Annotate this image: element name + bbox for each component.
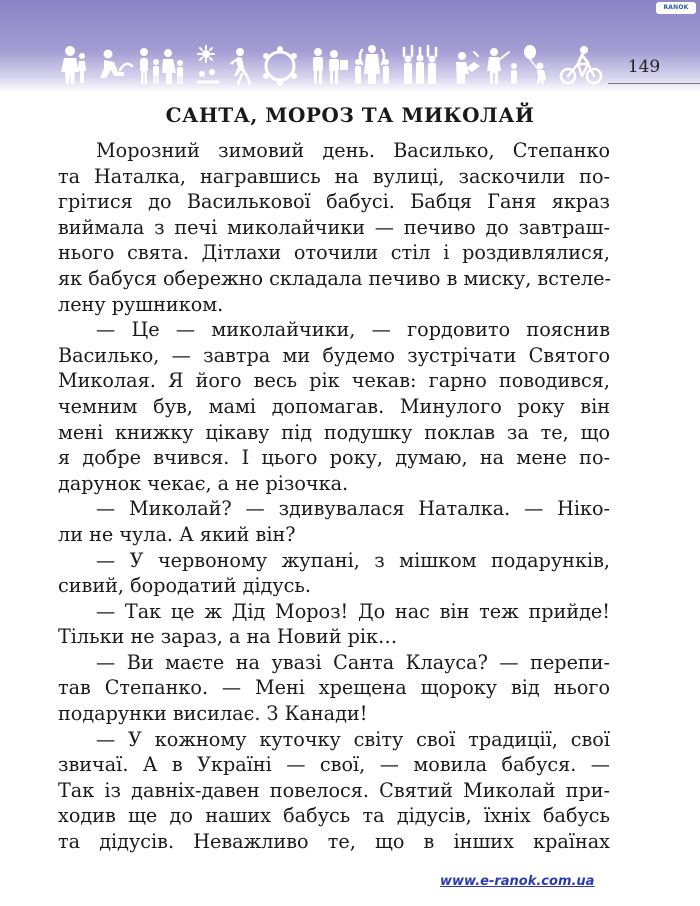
text-line: тав Степанко. — Мені хрещена щороку від нього xyxy=(58,676,610,700)
text-line: та Наталка, награвшись на вулиці, заскочили по- xyxy=(58,164,610,188)
flower-icon xyxy=(198,46,218,82)
text-line: Миколая. Я його весь рік чекав: гарно поводився, xyxy=(58,369,610,393)
text-line: — У кожному куточку світу свої традиції, свої xyxy=(96,727,610,751)
crowd-icon xyxy=(355,45,389,84)
text-line: мені книжку цікаву під подушку поклав за те, що xyxy=(58,420,610,444)
publisher-logo: RANOK xyxy=(656,2,696,14)
circle-dance-icon xyxy=(263,46,297,86)
text-line: ходив ще до наших бабусь та дідусів, їхніх бабусь xyxy=(58,804,610,828)
cyclist-icon xyxy=(561,46,601,83)
text-line: лену рушником. xyxy=(58,292,224,316)
text-line: та дідусів. Неважливо те, що в інших країнах xyxy=(58,830,610,854)
publisher-website-link[interactable]: www.e-ranok.com.ua xyxy=(440,874,595,889)
text-line: Так із давніх-давен повелося. Святий Миколай при- xyxy=(58,778,610,802)
text-line: — Ви маєте на увазі Санта Клауса? — перепи- xyxy=(96,650,610,674)
text-line: дарунок чекає, а не різочка. xyxy=(58,471,349,495)
text-line: — Так це ж Дід Мороз! До нас він теж прийде! xyxy=(96,599,610,623)
text-line: звичаї. А в Україні — свої, — мовила бабуся. — xyxy=(58,753,610,777)
text-line: сивий, бородатий дідусь. xyxy=(58,574,311,598)
family-icon xyxy=(140,48,183,84)
text-line: — Це — миколайчики, — гордовито пояснив xyxy=(96,318,610,342)
reading-child-icon xyxy=(456,52,480,84)
text-line: я добре вчився. І цього року, думаю, на мене по- xyxy=(58,446,610,470)
teacher-icon xyxy=(487,48,517,84)
text-line: чемним був, мамі допомагав. Минулого року він xyxy=(58,394,610,418)
text-line: грітися до Василькової бабусі. Бабця Ганя якраз xyxy=(58,190,610,214)
page-number-rule xyxy=(608,83,700,84)
story-text xyxy=(58,138,610,855)
text-line: виймала з печі миколайчики — печиво до завтраш- xyxy=(58,215,610,239)
text-line: нього свята. Дітлахи оточили стіл і роздивлялися, xyxy=(58,241,610,265)
school-children-icon xyxy=(404,46,436,84)
text-line: Василько, — завтра ми будемо зустрічати Святого xyxy=(58,343,610,367)
school-children-icon xyxy=(313,48,348,84)
text-line: — У червоному жупані, з мішком подарунків, xyxy=(96,548,610,572)
decorative-figures-row xyxy=(60,44,605,86)
running-children-icon xyxy=(230,48,250,84)
people-icon xyxy=(61,46,86,84)
page-number: 149 xyxy=(627,57,661,77)
text-line: — Миколай? — здивувалася Наталка. — Ніко- xyxy=(96,497,610,521)
text-line: ли не чула. А який він? xyxy=(58,522,296,546)
chapter-title: САНТА, МОРОЗ ТА МИКОЛАЙ xyxy=(165,103,535,127)
text-line: подарунки висилає. З Канади! xyxy=(58,702,368,726)
kneeling-child-icon xyxy=(100,50,132,79)
text-line: Морозний зимовий день. Василько, Степанко xyxy=(96,139,610,162)
text-line: Тільки не зараз, а на Новий рік… xyxy=(58,625,398,649)
text-line: як бабуся обережно складала печиво в миску, встеле- xyxy=(58,266,611,290)
header-band xyxy=(0,0,700,92)
child-with-balloon-icon xyxy=(524,45,546,84)
